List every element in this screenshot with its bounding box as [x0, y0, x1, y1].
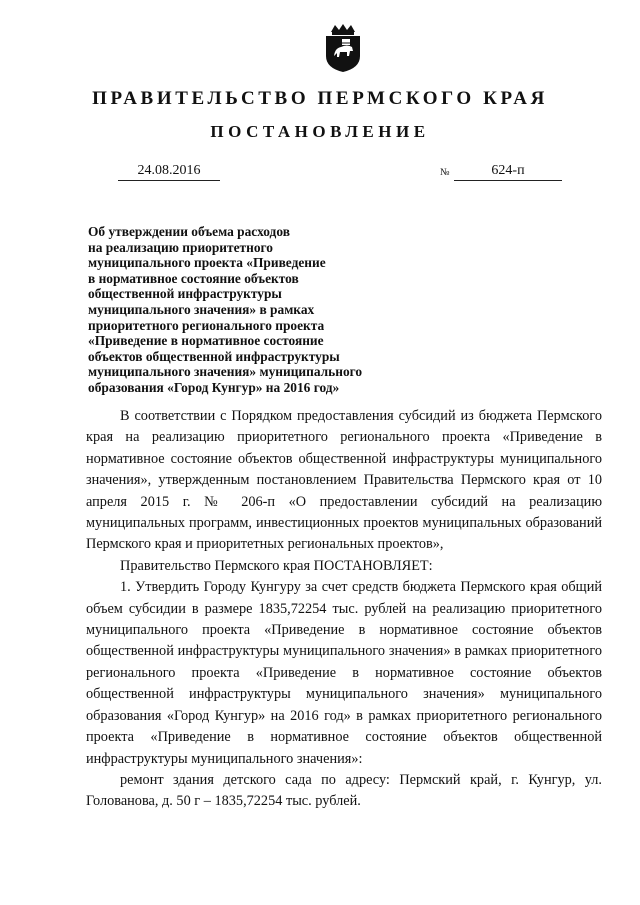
document-type: ПОСТАНОВЛЕНИЕ [210, 122, 430, 141]
subject-line: муниципального проекта «Приведение [88, 255, 326, 271]
resolution-paragraph: Правительство Пермского края ПОСТАНОВЛЯЕТ: [120, 557, 433, 574]
number-sign: № [440, 167, 450, 178]
subject-line: образования «Город Кунгур» на 2016 год» [88, 379, 340, 395]
subject-line: в нормативное состояние объектов [88, 270, 299, 286]
subject-line: приоритетного регионального проекта [88, 317, 325, 333]
subject-line: «Приведение в нормативное состояние [88, 333, 324, 349]
document-date: 24.08.2016 [118, 163, 220, 181]
preamble-paragraph: В соответствии с Порядком предоставления субсидий из бюджета Пермского края на реализацию приоритетного регионального проекта «Приведение в нормативное состояние объектов общественной инфраструктуры муниципального значения», утвержденным постановлением Правительства Пермского края от 10 апреля 2015 г. № 206-п «О предоставлении субсидий на реализацию муниципальных программ, инвестиционных проектов муниципальных образований Пермского края и приоритетных региональных проектов», [86, 408, 602, 553]
document-body [86, 406, 602, 813]
document-subject [88, 224, 428, 396]
perm-krai-coat-of-arms-icon [323, 22, 363, 74]
repair-item-paragraph: ремонт здания детского сада по адресу: Пермский край, г. Кунгур, ул. Голованова, д. 50 г – 1835,72254 тыс. рублей. [86, 771, 602, 810]
subject-line: муниципального значения» муниципального [88, 364, 363, 380]
subject-line: муниципального значения» в рамках [88, 301, 315, 317]
government-title: ПРАВИТЕЛЬСТВО ПЕРМСКОГО КРАЯ [92, 88, 548, 109]
subject-line: объектов общественной инфраструктуры [88, 348, 340, 364]
document-number: 624-п [454, 163, 562, 181]
clause-1-paragraph: 1. Утвердить Городу Кунгуру за счет средств бюджета Пермского края общий объем субсидии в размере 1835,72254 тыс. рублей на реализацию приоритетного муниципального проекта «Приведение в нормативное состояние объектов общественной инфраструктуры муниципального значения» в рамках приоритетного регионального проекта «Приведение в нормативное состояние объектов общественной инфраструктуры муниципального значения» муниципального образования «Город Кунгур» на 2016 год» в рамках приоритетного регионального проекта «Приведение в нормативное состояние объектов общественной инфраструктуры муниципального значения»: [86, 579, 602, 767]
subject-line: на реализацию приоритетного [88, 239, 273, 255]
subject-line: Об утверждении объема расходов [88, 224, 290, 239]
subject-line: общественной инфраструктуры [88, 286, 282, 302]
